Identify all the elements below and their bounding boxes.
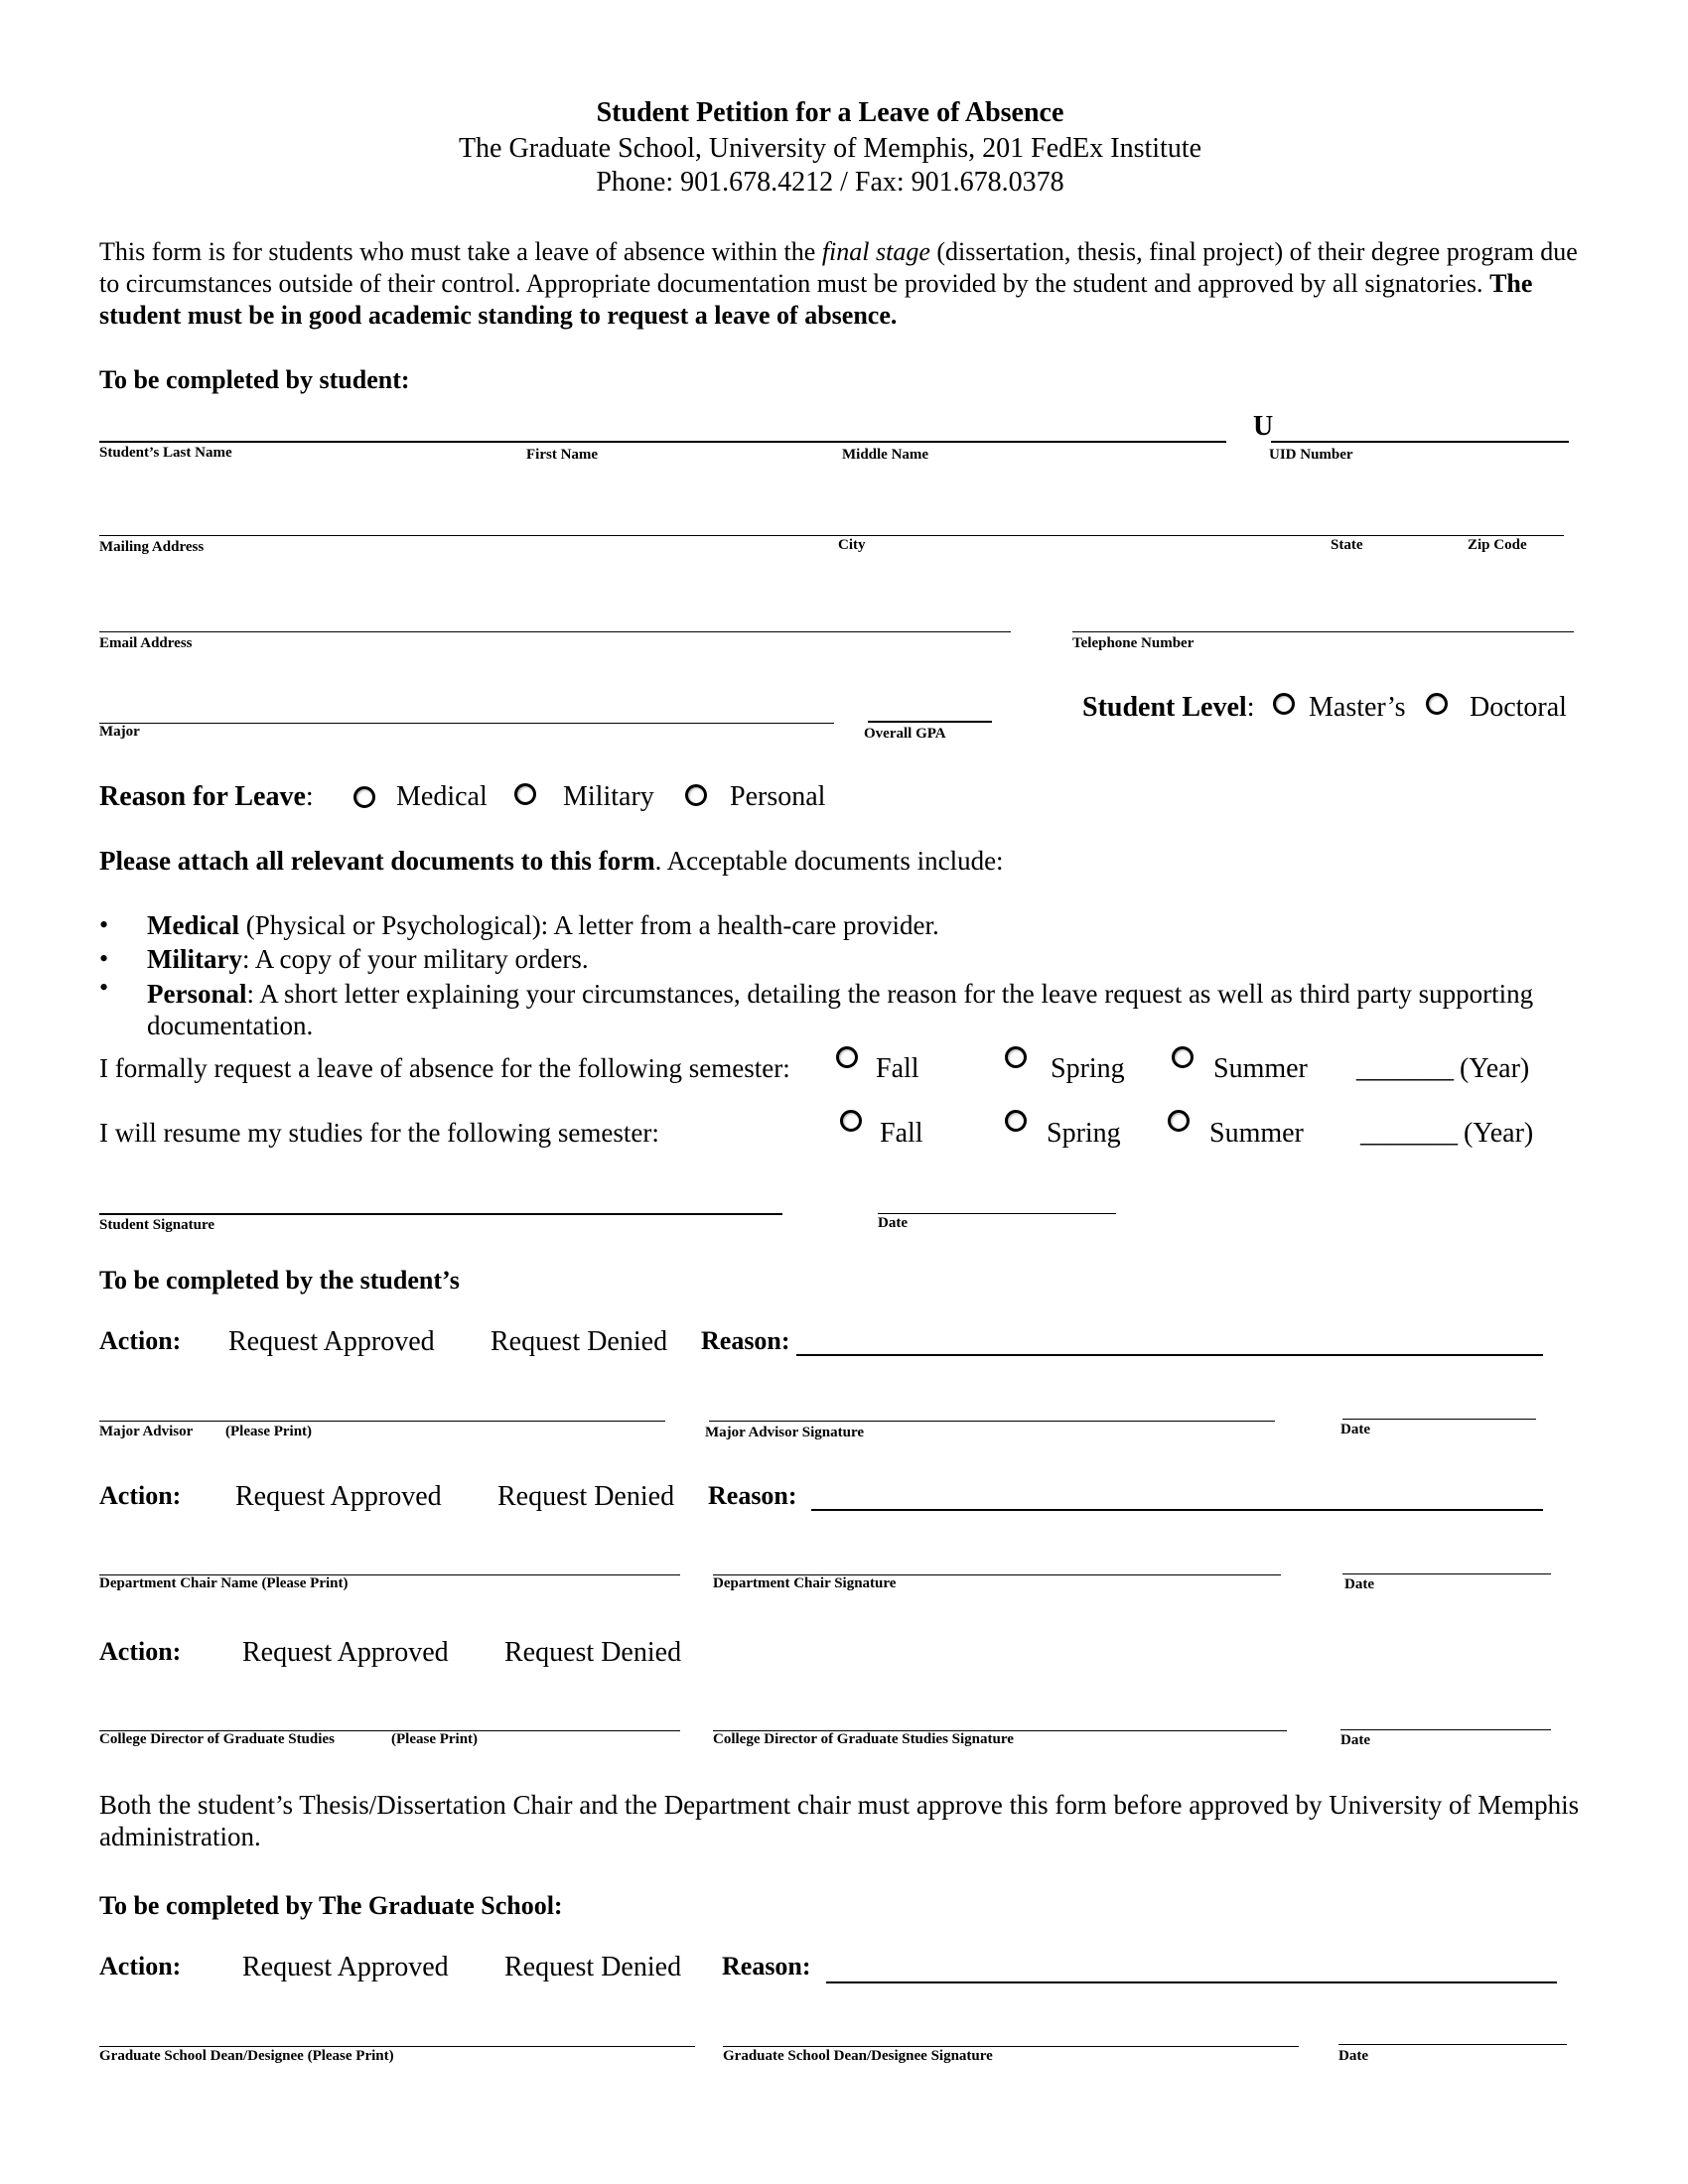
resume-summer-label: Summer <box>1209 1118 1304 1149</box>
grad-denied-option[interactable]: Request Denied <box>504 1952 682 1982</box>
advisor-name-line[interactable] <box>99 1421 665 1422</box>
chair-reason-line[interactable] <box>811 1509 1543 1511</box>
student-date-label: Date <box>878 1215 908 1231</box>
dean-name-line[interactable] <box>99 2046 695 2047</box>
advisor-date-label: Date <box>1340 1422 1370 1437</box>
gpa-label: Overall GPA <box>864 726 946 742</box>
uid-prefix: U <box>1253 411 1274 442</box>
telephone-label: Telephone Number <box>1072 635 1195 651</box>
address-line[interactable] <box>99 535 1564 536</box>
intro-text-2: (dissertation, thesis, final project) of their degree program due to circumstances outside of their control. Appropriate documentation must be provided by the student and approved by all signatories. <box>99 237 1578 298</box>
reason-colon: : <box>305 781 314 812</box>
bullet-personal-text: : A short letter explaining your circumstances, detailing the reason for the leave request as well as third party supporting documentation. <box>147 979 1534 1040</box>
masters-radio[interactable] <box>1273 693 1295 715</box>
institution-line: The Graduate School, University of Memphis, 201 FedEx Institute <box>458 133 1202 164</box>
advisor-date-line[interactable] <box>1342 1419 1536 1420</box>
approval-note: Both the student’s Thesis/Dissertation Chair and the Department chair must approve this form before approved by University of Memphis administration. <box>99 1790 1580 1851</box>
bullet-medical-bold: Medical <box>147 910 239 940</box>
resume-summer-radio[interactable] <box>1168 1110 1190 1132</box>
bullet-medical <box>147 910 939 941</box>
grad-reason-line[interactable] <box>826 1981 1557 1983</box>
reason-for-leave-label <box>99 781 314 813</box>
advisor-please-print: (Please Print) <box>225 1424 313 1439</box>
advisor-reason-label: Reason: <box>701 1326 790 1355</box>
dean-name-label: Graduate School Dean/Designee (Please Print) <box>99 2048 394 2064</box>
request-year-field[interactable]: _______ <box>1356 1053 1454 1084</box>
advisor-signature-line[interactable] <box>709 1421 1275 1422</box>
email-label: Email Address <box>99 635 193 651</box>
bullet-personal <box>147 978 1587 1041</box>
military-option-label: Military <box>563 781 654 812</box>
gpa-line[interactable] <box>868 721 992 723</box>
request-fall-label: Fall <box>876 1053 919 1084</box>
major-line[interactable] <box>99 723 834 724</box>
student-signature-label: Student Signature <box>99 1217 215 1233</box>
chair-date-label: Date <box>1344 1576 1374 1592</box>
resume-year-field[interactable]: _______ <box>1360 1118 1458 1149</box>
intro-bold: The student must be in good academic standing to request a leave of absence. <box>99 269 1533 330</box>
resume-fall-label: Fall <box>880 1118 923 1149</box>
uid-line[interactable] <box>1271 441 1569 443</box>
chair-signature-label: Department Chair Signature <box>713 1575 897 1591</box>
resume-spring-radio[interactable] <box>1005 1110 1027 1132</box>
request-spring-radio[interactable] <box>1005 1046 1027 1068</box>
personal-radio[interactable] <box>685 784 707 806</box>
doctoral-radio[interactable] <box>1426 693 1448 715</box>
chair-name-label: Department Chair Name (Please Print) <box>99 1575 349 1591</box>
student-date-line[interactable] <box>878 1213 1116 1214</box>
request-summer-radio[interactable] <box>1172 1046 1194 1068</box>
director-date-line[interactable] <box>1340 1729 1551 1730</box>
dean-date-line[interactable] <box>1338 2044 1567 2045</box>
major-label: Major <box>99 724 140 740</box>
grad-action-label: Action: <box>99 1952 182 1980</box>
student-level-colon: : <box>1246 692 1255 723</box>
director-denied-option[interactable]: Request Denied <box>504 1637 682 1668</box>
military-radio[interactable] <box>514 783 536 805</box>
request-year-label: (Year) <box>1460 1053 1530 1084</box>
dean-signature-line[interactable] <box>723 2046 1299 2047</box>
advisor-action-label: Action: <box>99 1326 182 1355</box>
chair-action-label: Action: <box>99 1481 182 1510</box>
grad-school-heading: To be completed by The Graduate School: <box>99 1891 563 1920</box>
uid-label: UID Number <box>1269 447 1353 463</box>
director-date-label: Date <box>1340 1732 1370 1748</box>
last-name-label: Student’s Last Name <box>99 445 232 461</box>
resume-spring-label: Spring <box>1047 1118 1121 1149</box>
chair-approved-option[interactable]: Request Approved <box>235 1481 442 1512</box>
request-spring-label: Spring <box>1051 1053 1125 1084</box>
bullet-military-text: : A copy of your military orders. <box>241 944 589 974</box>
state-label: State <box>1331 537 1363 553</box>
advisor-signature-label: Major Advisor Signature <box>705 1425 865 1440</box>
bullet-medical-text: (Physical or Psychological): A letter from a health-care provider. <box>238 910 939 940</box>
form-title: Student Petition for a Leave of Absence <box>596 97 1064 128</box>
request-semester-text: I formally request a leave of absence for the following semester: <box>99 1053 790 1083</box>
reason-label-text: Reason for Leave <box>99 781 306 812</box>
bullet-military-marker: • <box>99 944 109 973</box>
documents-lead-bold: Please attach all relevant documents to this form <box>99 846 655 876</box>
student-level-label <box>1082 692 1254 724</box>
contact-line: Phone: 901.678.4212 / Fax: 901.678.0378 <box>596 167 1064 198</box>
name-line[interactable] <box>99 441 1226 443</box>
mailing-address-label: Mailing Address <box>99 539 205 555</box>
zip-label: Zip Code <box>1468 537 1527 553</box>
telephone-line[interactable] <box>1072 631 1574 632</box>
request-summer-label: Summer <box>1213 1053 1308 1084</box>
masters-option-label: Master’s <box>1309 692 1406 723</box>
resume-year-label: (Year) <box>1464 1118 1534 1149</box>
approvals-heading: To be completed by the student’s <box>99 1266 460 1295</box>
medical-option-label: Medical <box>396 781 488 812</box>
advisor-name-label: Major Advisor <box>99 1424 194 1439</box>
director-name-label: College Director of Graduate Studies <box>99 1731 335 1747</box>
advisor-denied-option[interactable]: Request Denied <box>491 1326 668 1357</box>
bullet-military-bold: Military <box>147 944 242 974</box>
doctoral-option-label: Doctoral <box>1470 692 1567 723</box>
middle-name-label: Middle Name <box>842 447 929 463</box>
director-signature-label: College Director of Graduate Studies Signature <box>713 1731 1014 1747</box>
bullet-personal-bold: Personal <box>147 979 247 1009</box>
advisor-reason-line[interactable] <box>796 1354 1543 1356</box>
request-fall-radio[interactable] <box>836 1046 858 1068</box>
bullet-medical-marker: • <box>99 910 109 939</box>
medical-radio[interactable] <box>353 786 375 808</box>
personal-option-label: Personal <box>730 781 826 812</box>
documents-lead-rest: . Acceptable documents include: <box>654 846 1004 876</box>
documents-lead <box>99 846 1004 877</box>
intro-paragraph <box>99 236 1589 332</box>
bullet-personal-marker: • <box>99 973 109 1002</box>
city-label: City <box>838 537 866 553</box>
chair-date-line[interactable] <box>1342 1573 1551 1574</box>
intro-text-1: This form is for students who must take a leave of absence within the <box>99 237 822 266</box>
email-line[interactable] <box>99 631 1011 632</box>
grad-approved-option[interactable]: Request Approved <box>242 1952 449 1982</box>
chair-denied-option[interactable]: Request Denied <box>497 1481 675 1512</box>
student-section-heading: To be completed by student: <box>99 365 410 394</box>
grad-reason-label: Reason: <box>722 1952 811 1980</box>
chair-reason-label: Reason: <box>708 1481 797 1510</box>
director-please-print: (Please Print) <box>391 1731 479 1747</box>
resume-semester-text: I will resume my studies for the following semester: <box>99 1118 659 1148</box>
director-approved-option[interactable]: Request Approved <box>242 1637 449 1668</box>
dean-signature-label: Graduate School Dean/Designee Signature <box>723 2048 993 2064</box>
student-signature-line[interactable] <box>99 1213 782 1215</box>
director-action-label: Action: <box>99 1637 182 1666</box>
student-level-label-text: Student Level <box>1082 692 1247 723</box>
advisor-approved-option[interactable]: Request Approved <box>228 1326 435 1357</box>
intro-italic: final stage <box>821 237 930 266</box>
bullet-military <box>147 944 589 975</box>
dean-date-label: Date <box>1338 2048 1368 2064</box>
resume-fall-radio[interactable] <box>840 1110 862 1132</box>
first-name-label: First Name <box>526 447 599 463</box>
